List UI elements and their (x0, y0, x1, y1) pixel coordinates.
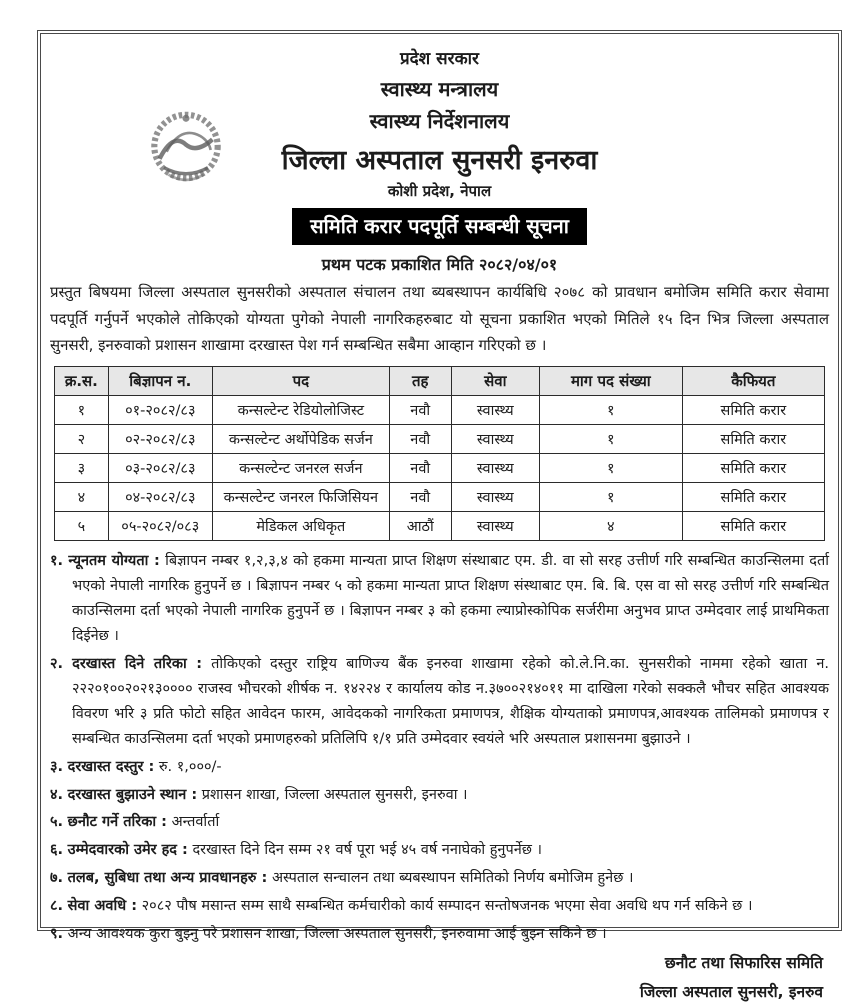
item-text: रु. १,०००/- (158, 758, 222, 775)
item-number: ९. (50, 926, 64, 943)
table-row (54, 454, 824, 483)
item-text: प्रशासन शाखा, जिल्ला अस्पताल सुनसरी, इनरुवा । (201, 786, 468, 803)
signature-hospital-line: जिल्ला अस्पताल सुनसरी, इनरुव (639, 982, 823, 1001)
col-header-advertisement: बिज्ञापन न. (108, 367, 212, 396)
item-text: दरखास्त दिने दिन सम्म २१ वर्ष पूरा भई ४५ वर्ष ननाघेको हुनुपर्नेछ । (192, 842, 543, 859)
cell-advertisement: ०३-२०८२/८३ (108, 454, 212, 483)
cell-remarks: समिति करार (682, 396, 825, 425)
cell-post: कन्सल्टेन्ट जनरल फिजिसियन (212, 483, 389, 512)
cell-remarks: समिति करार (682, 512, 825, 541)
list-item-fee (50, 755, 829, 780)
col-header-service: सेवा (451, 367, 540, 396)
table-header-row (54, 367, 824, 396)
item-number: २. (50, 655, 64, 672)
intro-paragraph: प्रस्तुत बिषयमा जिल्ला अस्पताल सुनसरीको अस्पताल संचालन तथा ब्यबस्थापन कार्यबिधि २०७८ को प्रावधान बमोजिम समिति करार सेवामा पदपूर्ति गर्नुपर्ने भएकोले तोकिएको योग्यता पुगेको नेपाली नागरिकहरुबाट यो सूचना प्रकाशित भएको मितिले १५ दिन भित्र जिल्ला अस्पताल सुनसरी, इनरुवाको प्रशासन शाखामा दरखास्त पेश गर्न सम्बन्धित सबैमा आव्हान गरिएको छ । (50, 283, 829, 355)
table-row (54, 396, 824, 425)
list-item-salary-provisions (50, 866, 829, 891)
cell-serial: ४ (54, 483, 108, 512)
list-item-age-limit (50, 838, 829, 863)
list-item-selection-method (50, 810, 829, 835)
cell-post: मेडिकल अधिकृत (212, 512, 389, 541)
nepal-government-emblem-icon (142, 104, 230, 196)
cell-serial: २ (54, 425, 108, 454)
list-item-application-method (50, 652, 829, 752)
list-item-contact-info (50, 922, 829, 947)
cell-remarks: समिति करार (682, 483, 825, 512)
item-label: उम्मेदवारको उमेर हद : (67, 842, 188, 859)
col-header-post: पद (212, 367, 389, 396)
item-number: १. (50, 553, 64, 570)
item-text: अन्तर्वार्ता (171, 814, 220, 831)
item-text: तोकिएको दस्तुर राष्ट्रिय बाणिज्य बैंक इनरुवा शाखामा रहेको को.ले.नि.का. सुनसरीको नाममा रहेको खाता न. २२२०१००२०२१३०००० राजस्व भौचरको शीर्षक न. १४२२४ र कार्यालय कोड न.३७००२१४०११ मा दाखिला गरेको सक्कलै भौचर सहित आवश्यक विवरण भरि ३ प्रति फोटो सहित आवेदन फारम, आवेदकको नागरिकता प्रमाणपत्र, शैक्षिक योग्यताको प्रमाणपत्र,आवश्यक तालिमको प्रमाणपत्र र सम्बन्धित काउन्सिलमा दर्ता भएको प्रमाणहरुको प्रतिलिपि १/१ प्रति उम्मेदवार स्वयंले भरि अस्पताल प्रशासनमा बुझाउने । (72, 655, 830, 747)
ministry-line: स्वास्थ्य मन्त्रालय (380, 77, 499, 101)
notice-document (37, 30, 842, 1001)
item-label: दरखास्त दिने तरिका : (72, 655, 203, 672)
cell-service: स्वास्थ्य (451, 483, 540, 512)
cell-level: नवौ (389, 396, 451, 425)
signature-committee-line: छनौट तथा सिफारिस समिति (664, 954, 823, 973)
cell-count: ४ (540, 512, 682, 541)
cell-level: नवौ (389, 425, 451, 454)
table-row (54, 512, 824, 541)
item-number: ५. (50, 814, 64, 831)
cell-serial: ५ (54, 512, 108, 541)
cell-level: नवौ (389, 454, 451, 483)
col-header-level: तह (389, 367, 451, 396)
col-header-serial: क्र.स. (54, 367, 108, 396)
cell-serial: १ (54, 396, 108, 425)
cell-post: कन्सल्टेन्ट जनरल सर्जन (212, 454, 389, 483)
item-text: अस्पताल सन्चालन तथा ब्यबस्थापन समितिको निर्णय बमोजिम हुनेछ । (271, 870, 634, 887)
cell-advertisement: ०२-२०८२/८३ (108, 425, 212, 454)
cell-count: १ (540, 454, 682, 483)
item-number: ४. (50, 786, 64, 803)
cell-service: स्वास्थ्य (451, 454, 540, 483)
item-label: सेवा अवधि : (67, 898, 137, 915)
item-label: दरखास्त दस्तुर : (67, 758, 155, 775)
signature-block (50, 949, 829, 1006)
cell-count: १ (540, 483, 682, 512)
cell-advertisement: ०५-२०८२/०८३ (108, 512, 212, 541)
hospital-name-line: जिल्ला अस्पताल सुनसरी इनरुवा (281, 145, 598, 176)
province-location-line: कोशी प्रदेश, नेपाल (387, 182, 492, 200)
list-item-qualification (50, 549, 829, 649)
item-number: ८. (50, 898, 64, 915)
cell-remarks: समिति करार (682, 454, 825, 483)
item-label: दरखास्त बुझाउने स्थान : (67, 786, 198, 803)
notice-conditions-list (50, 549, 829, 947)
item-number: ७. (50, 870, 64, 887)
cell-remarks: समिति करार (682, 425, 825, 454)
cell-advertisement: ०४-२०८२/८३ (108, 483, 212, 512)
cell-count: १ (540, 396, 682, 425)
directorate-line: स्वास्थ्य निर्देशनालय (369, 109, 510, 133)
cell-count: १ (540, 425, 682, 454)
col-header-count: माग पद संख्या (540, 367, 682, 396)
cell-level: नवौ (389, 483, 451, 512)
item-text: २०८२ पौष मसान्त सम्म साथै सम्बन्धित कर्मचारीको कार्य सम्पादन सन्तोषजनक भएमा सेवा अवधि थप गर्न सकिने छ । (141, 898, 753, 915)
cell-post: कन्सल्टेन्ट अर्थोपेडिक सर्जन (212, 425, 389, 454)
item-text: अन्य आवश्यक कुरा बुझ्नु परे प्रशासन शाखा, जिल्ला अस्पताल सुनसरी, इनरुवामा आई बुझ्न सकिने छ । (67, 926, 607, 943)
province-government-line: प्रदेश सरकार (399, 49, 480, 69)
list-item-submission-place (50, 783, 829, 808)
cell-service: स्वास्थ्य (451, 512, 540, 541)
published-date-line: प्रथम पटक प्रकाशित मिति २०८२/०४/०१ (321, 255, 558, 274)
table-row (54, 425, 824, 454)
cell-advertisement: ०१-२०८२/८३ (108, 396, 212, 425)
list-item-service-period (50, 894, 829, 919)
col-header-remarks: कैफियत (682, 367, 825, 396)
item-number: ६. (50, 842, 64, 859)
item-label: तलब, सुबिधा तथा अन्य प्रावधानहरु : (67, 870, 268, 887)
item-number: ३. (50, 758, 64, 775)
table-row (54, 483, 824, 512)
cell-service: स्वास्थ्य (451, 396, 540, 425)
cell-level: आठौं (389, 512, 451, 541)
vacancy-table (54, 366, 825, 541)
notice-title-banner: समिति करार पदपूर्ति सम्बन्धी सूचना (292, 208, 587, 245)
document-header (50, 46, 829, 275)
cell-serial: ३ (54, 454, 108, 483)
item-label: छनौट गर्ने तरिका : (67, 814, 167, 831)
item-label: न्यूनतम योग्यता : (68, 553, 160, 570)
cell-service: स्वास्थ्य (451, 425, 540, 454)
cell-post: कन्सल्टेन्ट रेडियोलोजिस्ट (212, 396, 389, 425)
item-text: बिज्ञापन नम्बर १,२,३,४ को हकमा मान्यता प्राप्त शिक्षण संस्थाबाट एम. डी. वा सो सरह उत्तीर्ण गरि सम्बन्धित काउन्सिलमा दर्ता भएको नेपाली नागरिक हुनुपर्ने छ । बिज्ञापन नम्बर ५ को हकमा मान्यता प्राप्त शिक्षण संस्थाबाट एम. बि. बि. एस वा सो सरह उत्तीर्ण गरि सम्बन्धित काउन्सिलमा दर्ता भएको नेपाली नागरिक हुनुपर्ने छ । बिज्ञापन नम्बर ३ को हकमा ल्याप्रोस्कोपिक सर्जरीमा अनुभव प्राप्त उम्मेदवार लाई प्राथमिकता दिईनेछ । (72, 553, 829, 644)
